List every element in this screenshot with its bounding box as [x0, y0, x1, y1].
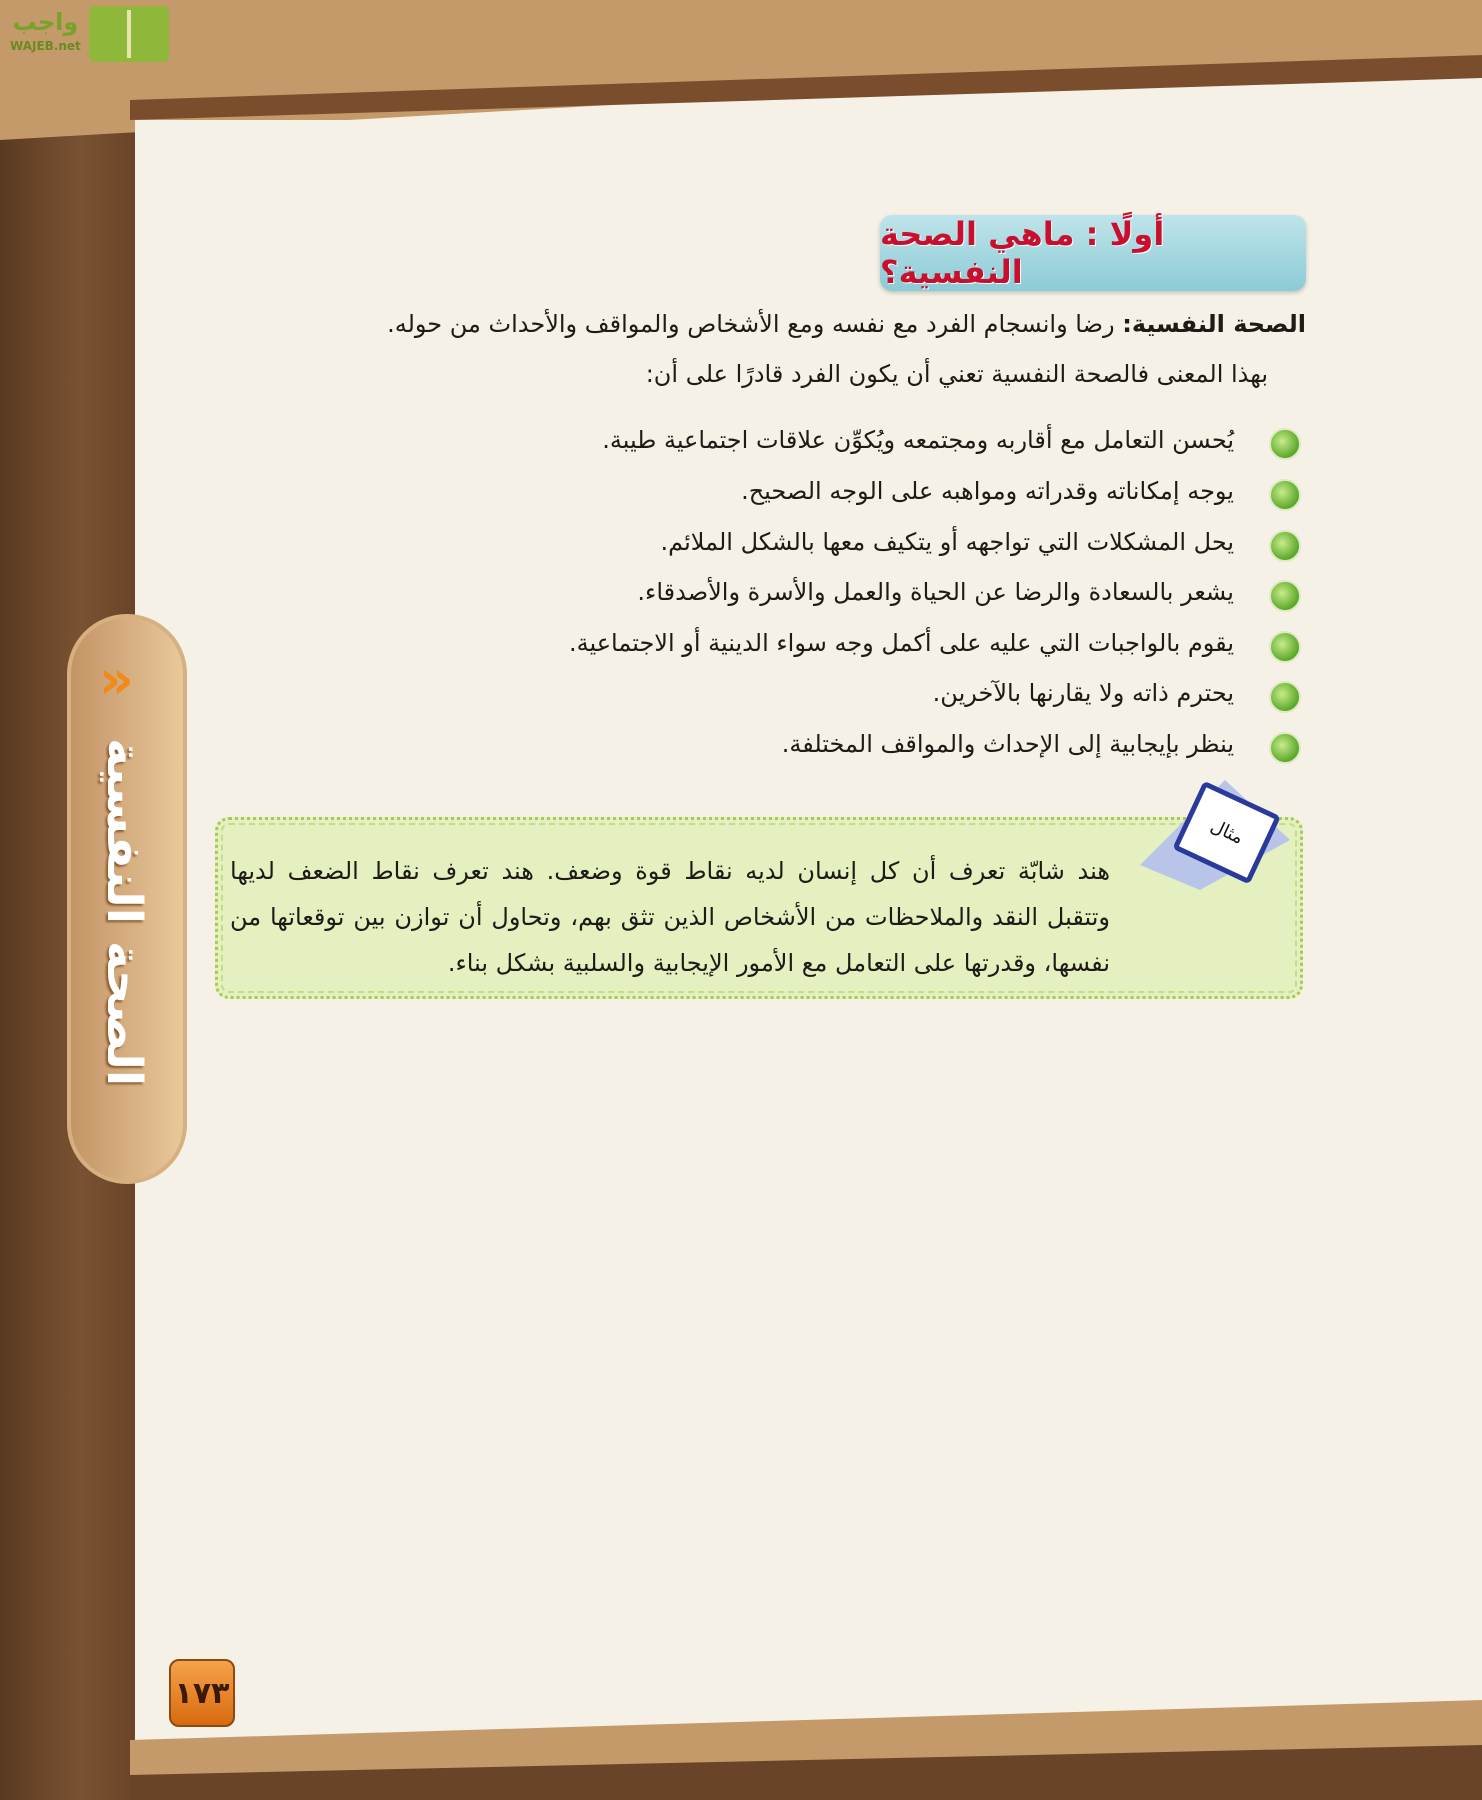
bullet-item: يحل المشكلات التي تواجهه أو يتكيف معها بالشكل الملائم.	[660, 528, 1234, 556]
bullet-icon	[1269, 428, 1301, 460]
chapter-title: الصحة النفسية	[96, 738, 152, 1087]
logo-latin: WAJEB.net	[10, 39, 81, 53]
bullet-item: يقوم بالواجبات التي عليه على أكمل وجه سواء الدينية أو الاجتماعية.	[568, 629, 1234, 657]
example-text: هند شابّة تعرف أن كل إنسان لديه نقاط قوة وضعف. هند تعرف نقاط الضعف لديها وتتقبل النقد والملاحظات من الأشخاص الذين تثق بهم، وتحاول أن توازن بين توقعاتها من نفسها، وقدرتها على التعامل مع الأمور الإيجابية والسلبية بشكل بناء.	[230, 857, 1110, 977]
bullet-item: يُحسن التعامل مع أقاربه ومجتمعه ويُكوِّن علاقات اجتماعية طيبة.	[602, 426, 1234, 454]
bullet-icon	[1269, 580, 1301, 612]
example-label: مثال	[1207, 815, 1247, 849]
section-heading: أولًا : ماهي الصحة النفسية؟	[880, 215, 1165, 291]
bullet-icon	[1269, 681, 1301, 713]
example-box	[215, 817, 1303, 999]
bullet-icon	[1269, 479, 1301, 511]
bullet-icon	[1269, 530, 1301, 562]
bullet-item: يشعر بالسعادة والرضا عن الحياة والعمل والأسرة والأصدقاء.	[637, 578, 1234, 606]
intro-text: بهذا المعنى فالصحة النفسية تعني أن يكون الفرد قادرًا على أن:	[645, 360, 1268, 388]
definition	[387, 310, 1306, 338]
page-number: ١٧٣	[169, 1659, 235, 1727]
double-chevron-icon: »	[99, 648, 134, 711]
bullet-item: يوجه إمكاناته وقدراته ومواهبه على الوجه الصحيح.	[741, 477, 1234, 505]
bullet-icon	[1269, 732, 1301, 764]
logo-arabic: واجب	[12, 8, 79, 36]
bullet-item: ينظر بإيجابية إلى الإحداث والمواقف المختلفة.	[781, 730, 1234, 758]
wajeb-logo[interactable]	[10, 6, 169, 62]
clipboard-icon	[1140, 780, 1290, 890]
book-icon	[89, 6, 169, 62]
bullet-icon	[1269, 631, 1301, 663]
section-heading-box	[880, 215, 1306, 291]
chapter-side-tab	[67, 614, 187, 1184]
definition-term: الصحة النفسية:	[1122, 310, 1306, 338]
definition-text: رضا وانسجام الفرد مع نفسه ومع الأشخاص والمواقف والأحداث من حوله.	[387, 310, 1123, 338]
bullet-item: يحترم ذاته ولا يقارنها بالآخرين.	[932, 679, 1234, 707]
